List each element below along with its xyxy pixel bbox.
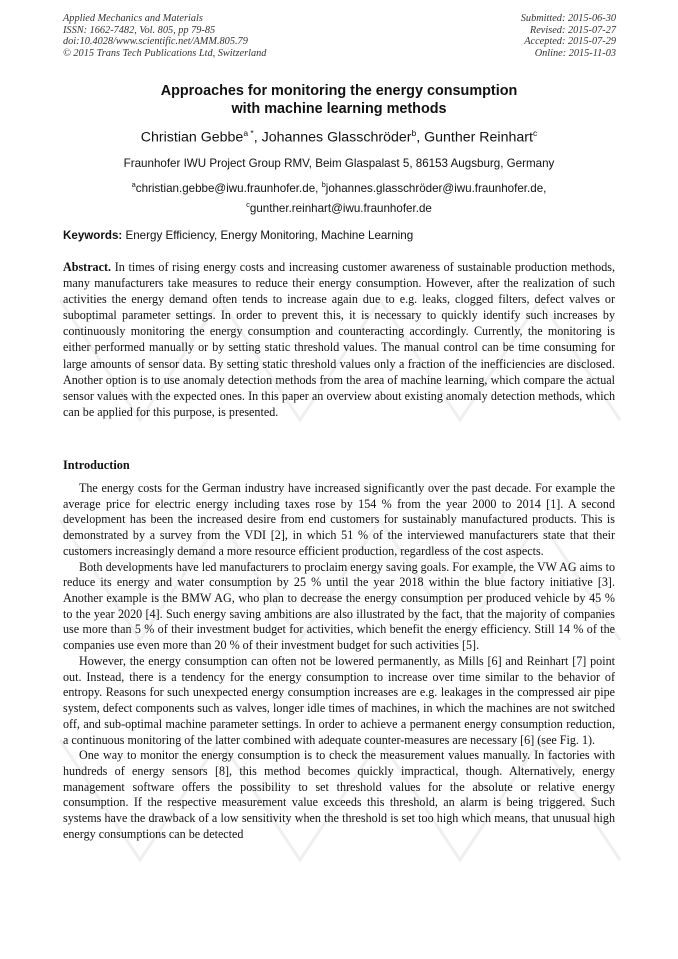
paragraph: Both developments have led manufacturers to proclaim energy saving goals. For example, the VW AG aims to reduce its energy and water consumption by 25 % until the year 2018 within the blue factory initiative [3]. Another example is the BMW AG, who plan to decrease the energy consumption per produced vehicle by 45 % to the year 2020 [4]. Such energy saving ambitions are also illustrated by the fact, that the majority of companies use more than 5 % of their investment budget for activities, which benefit the energy efficiency. Still 14 % of the companies use even more than 20 % of their investment budget for such activities [5]. (63, 559, 615, 653)
author-list (63, 128, 615, 146)
journal-header-right (521, 13, 616, 59)
accepted-date: Accepted: 2015-07-29 (524, 36, 616, 48)
email-a-mark: a (131, 180, 136, 189)
author-1: Christian Gebbe (140, 129, 244, 146)
journal-name: Applied Mechanics and Materials (63, 13, 203, 24)
keywords-label: Keywords: (63, 229, 123, 242)
abstract (63, 259, 615, 420)
copyright: © 2015 Trans Tech Publications Ltd, Switzerland (63, 47, 267, 59)
email-c-mark: c (246, 199, 250, 209)
author-2-mark: b (411, 128, 417, 138)
author-1-mark: a * (243, 128, 254, 138)
title-line-2: with machine learning methods (231, 101, 447, 117)
email-b[interactable]: johannes.glasschröder@iwu.fraunhofer.de, (325, 181, 547, 195)
author-separator: , (253, 129, 262, 146)
author-2: Johannes Glasschröder (261, 129, 412, 146)
revised-date: Revised: 2015-07-27 (529, 24, 616, 36)
abstract-label: Abstract. (63, 260, 112, 274)
online-date: Online: 2015-11-03 (534, 47, 616, 59)
paragraph: One way to monitor the energy consumption is to check the measurement values manually. In factories with hundreds of energy sensors [8], this method becomes quickly impractical, though. Alternatively, energy management software offers the possibility to set threshold values for the absolute or relative energy consumption. If the respective measurement value exceeds this threshold, an alarm is being triggered. Such systems have the drawback of a low sensitivity when the threshold is set too high which means, that unusual high energy consumptions can be detected (63, 748, 615, 841)
keywords (63, 229, 615, 242)
email-a[interactable]: christian.gebbe@iwu.fraunhofer.de, (135, 181, 322, 195)
email-b-mark: b (321, 180, 326, 189)
affiliation: Fraunhofer IWU Project Group RMV, Beim Glaspalast 5, 86153 Augsburg, Germany (123, 157, 555, 170)
doi: doi:10.4028/www.scientific.net/AMM.805.79 (63, 36, 248, 48)
journal-header-left (63, 13, 266, 59)
paragraph: However, the energy consumption can often not be lowered permanently, as Mills [6] and Reinhart [7] point out. Instead, there is a tendency for the energy consumption to increase over time similar to the behavior of entropy. Reasons for such unexpected energy consumption increases are e.g. leakages in the compressed air pipe system, defect components such as valves, longer idle times of machines, in which the machines are not switched off, and sub-optimal machine parameter settings. In order to achieve a permanent energy consumption reduction, a continuous monitoring of the latter combined with adequate counter-measures are necessary [6] (see Fig. 1). (63, 653, 615, 747)
author-3: Gunther Reinhart (424, 129, 533, 146)
issn: ISSN: 1662-7482, Vol. 805, pp 79-85 (63, 24, 216, 36)
paper-title (63, 82, 615, 118)
submitted-date: Submitted: 2015-06-30 (520, 13, 616, 24)
email-c[interactable]: gunther.reinhart@iwu.fraunhofer.de (249, 201, 432, 215)
author-3-mark: c (532, 128, 538, 138)
introduction-heading: Introduction (63, 458, 130, 472)
paragraph: The energy costs for the German industry have increased significantly over the past decade. For example the average price for electric energy including taxes rose by 154 % from the year 2000 to 2014 [1]. A second development has been the increased desire from end customers for sustainably manufactured products. This is demonstrated by a survey from the VDI [2], in which 51 % of the interviewed manufacturers state that their customers increasingly demand a more resource efficient production, regardless of the cost aspects. (63, 481, 615, 558)
abstract-text: In times of rising energy costs and increasing customer awareness of sustainable production methods, many manufacturers take measures to reduce their energy consumption. However, after the realization of such activities the energy demand often tends to increase again due to e.g. leaks, clogged filters, defect valves or suboptimal parameter settings. In order to prevent this, it is necessary to quickly identify such increases by continuously monitoring the energy consumption and counteracting accordingly. Currently, the monitoring is either performed manually or by setting static threshold values. The manual control can be time consuming for large amounts of sensor data. By setting static threshold values only a fraction of the inefficiencies are disclosed. Another option is to use anomaly detection methods from the area of machine learning, which compare the actual sensor values with the expected ones. In this paper an overview about existing anomaly detection methods, which can be applied for this purpose, is presented. (63, 260, 615, 419)
keywords-text: Energy Efficiency, Energy Monitoring, Machine Learning (122, 229, 414, 242)
introduction-body (63, 481, 615, 843)
title-line-1: Approaches for monitoring the energy consumption (160, 83, 518, 99)
author-emails (63, 177, 615, 217)
author-separator: , (416, 129, 425, 146)
